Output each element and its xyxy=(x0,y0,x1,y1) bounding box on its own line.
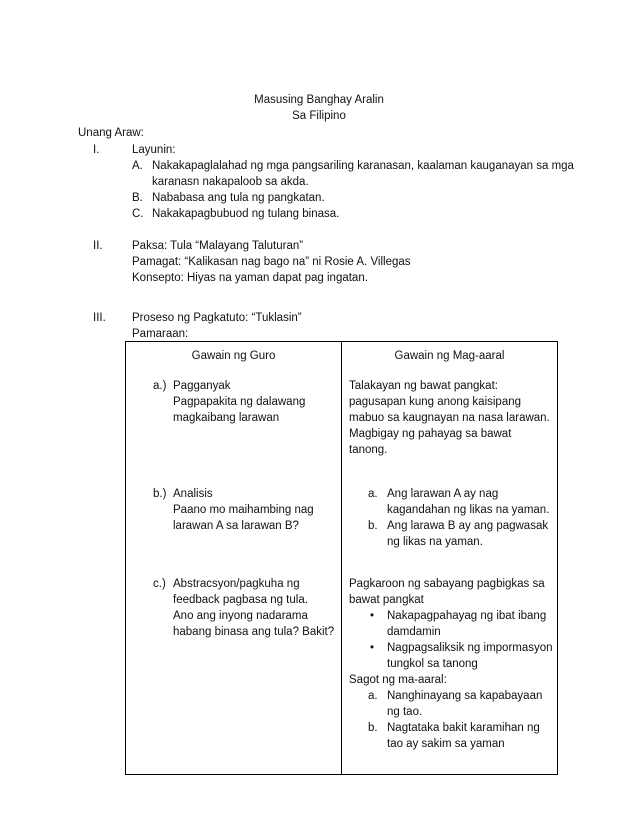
guro-item-a-marker: a.) xyxy=(153,380,167,392)
magaaral-c-answer-letter: a. xyxy=(368,690,378,702)
magaaral-b-line: Ang larawa B ay ang pagwasak xyxy=(387,520,549,532)
magaaral-column xyxy=(342,342,558,775)
guro-item-c-line: Abstracsyon/pagkuha ng xyxy=(173,578,300,590)
guro-column-header: Gawain ng Guro xyxy=(191,350,276,362)
section-1-heading: Layunin: xyxy=(132,144,176,156)
day-label: Unang Araw: xyxy=(78,127,144,139)
magaaral-a-line: Talakayan ng bawat pangkat: xyxy=(349,380,498,392)
objective-a-line2: karanasn nakapaloob sa akda. xyxy=(152,176,309,188)
magaaral-c-answer-line: Nanghinayang sa kapabayaan xyxy=(387,690,543,702)
guro-item-a-line: Pagganyak xyxy=(173,380,231,392)
pamaraan-line: Pamaraan: xyxy=(132,328,189,340)
magaaral-c-bullet-line: Nakapagpahayag ng ibat ibang xyxy=(387,610,547,622)
konsepto-line: Konsepto: Hiyas na yaman dapat pag ingatan. xyxy=(132,272,368,284)
magaaral-column-header: Gawain ng Mag-aaral xyxy=(394,350,505,362)
guro-item-c-line: habang binasa ang tula? Bakit? xyxy=(173,626,335,638)
guro-item-c-marker: c.) xyxy=(153,578,166,590)
guro-item-a-line: Pagpapakita ng dalawang xyxy=(173,396,306,408)
magaaral-b-line: Ang larawan A ay nag xyxy=(387,488,499,500)
magaaral-c-answer-line: tao ay sakim sa yaman xyxy=(387,738,505,750)
guro-column xyxy=(126,342,342,775)
guro-item-c-line: feedback pagbasa ng tula. xyxy=(173,594,308,606)
guro-item-a-line: magkaibang larawan xyxy=(173,412,280,424)
magaaral-c-answer-line: Nagtataka bakit karamihan ng xyxy=(387,722,540,734)
pamagat-line: Pamagat: “Kalikasan nag bago na” ni Rosie A. Villegas xyxy=(132,256,411,268)
objective-a-line1: Nakakapaglalahad ng mga pangsariling karanasan, kaalaman kauganayan sa mga xyxy=(152,160,574,172)
objective-letter-b: B. xyxy=(132,192,143,204)
document-title: Masusing Banghay Aralin xyxy=(254,94,384,106)
guro-item-c-line: Ano ang inyong nadarama xyxy=(173,610,308,622)
magaaral-c-sagot: Sagot ng ma-aaral: xyxy=(349,674,447,686)
magaaral-a-line: tanong. xyxy=(349,444,388,456)
bullet-icon: • xyxy=(370,642,375,654)
document-subtitle: Sa Filipino xyxy=(292,110,346,122)
magaaral-c-bullet-line: tungkol sa tanong xyxy=(387,658,478,670)
objective-b-text: Nababasa ang tula ng pangkatan. xyxy=(152,192,325,204)
magaaral-a-line: pagusapan kung anong kaisipang xyxy=(349,396,522,408)
magaaral-b-line: kagandahan ng likas na yaman. xyxy=(387,504,550,516)
magaaral-a-line: mabuo sa kaugnayan na nasa larawan. xyxy=(349,412,550,424)
magaaral-a-line: Magbigay ng pahayag sa bawat xyxy=(349,428,512,440)
magaaral-c-intro: Pagkaroon ng sabayang pagbigkas sa xyxy=(349,578,545,590)
magaaral-b-line: ng likas na yaman. xyxy=(387,536,483,548)
guro-item-b-line: Paano mo maihambing nag xyxy=(173,504,314,516)
paksa-line: Paksa: Tula “Malayang Taluturan” xyxy=(132,240,304,252)
magaaral-c-bullet-line: Nagpagsaliksik ng impormasyon xyxy=(387,642,553,654)
magaaral-c-answer-letter: b. xyxy=(368,722,378,734)
section-1-numeral: I. xyxy=(93,144,100,156)
objective-letter-c: C. xyxy=(132,208,144,220)
objective-c-text: Nakakapagbubuod ng tulang binasa. xyxy=(152,208,340,220)
objective-letter-a: A. xyxy=(132,160,143,172)
magaaral-c-intro: bawat pangkat xyxy=(349,594,424,606)
magaaral-c-bullet-line: damdamin xyxy=(387,626,441,638)
section-2-numeral: II. xyxy=(93,240,103,252)
proseso-line: Proseso ng Pagkatuto: “Tuklasin” xyxy=(132,312,302,324)
guro-item-b-marker: b.) xyxy=(153,488,167,500)
guro-item-b-line: Analisis xyxy=(173,488,213,500)
section-3-numeral: III. xyxy=(93,312,106,324)
guro-item-b-line: larawan A sa larawan B? xyxy=(173,520,299,532)
magaaral-b-letter: b. xyxy=(368,520,378,532)
bullet-icon: • xyxy=(370,610,375,622)
magaaral-c-answer-line: ng tao. xyxy=(387,706,423,718)
magaaral-b-letter: a. xyxy=(368,488,378,500)
lesson-activity-table xyxy=(125,341,558,775)
